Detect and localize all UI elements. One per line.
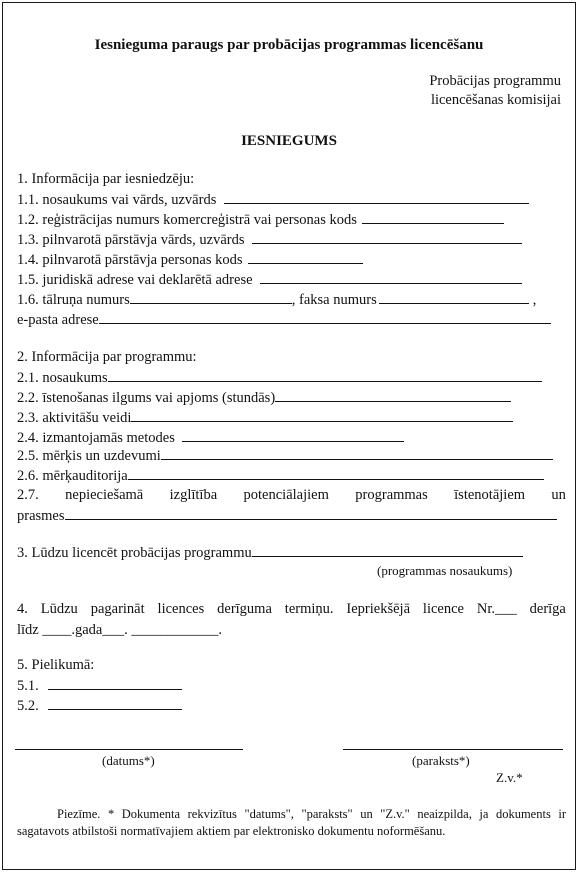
section-1-header: 1. Informācija par iesniedzēju: [17, 171, 195, 187]
field-2-1 [17, 369, 542, 387]
field-2-7-word: īstenotājiem [454, 487, 526, 503]
field-2-6-label: 2.6. mērķauditorija [17, 468, 128, 484]
field-2-2 [17, 389, 511, 407]
signature-caption: (paraksts*) [412, 753, 470, 768]
program-name-caption: (programmas nosaukums) [377, 563, 513, 578]
attachment-5-2-blank [48, 697, 182, 710]
recipient-line-2: licencēšanas komisijai [430, 92, 561, 108]
field-1-6-fax-label: , faksa numurs [291, 292, 377, 308]
field-1-6-phone-blank [130, 291, 292, 304]
field-2-3-label: 2.3. aktivitāšu veidi [17, 410, 132, 426]
section-4-word: Iepriekšējā [346, 601, 411, 617]
stamp-place-label: Z.v.* [496, 770, 523, 785]
section-2-header: 2. Informācija par programmu: [17, 349, 197, 365]
field-2-2-blank [275, 389, 511, 402]
field-2-4-blank [182, 429, 404, 442]
section-4-line-1 [17, 601, 566, 618]
field-1-1-label: 1.1. nosaukums vai vārds, uzvārds [17, 192, 217, 208]
field-2-7-word: potenciālajiem [243, 487, 329, 503]
field-2-4-label: 2.4. izmantojamās metodes [17, 430, 175, 446]
field-1-6-email-blank [99, 311, 551, 324]
section-3 [17, 544, 523, 562]
section-4-word: licence [422, 601, 464, 617]
field-1-4 [17, 251, 363, 269]
field-2-4 [17, 429, 404, 447]
field-1-6-comma: , [532, 292, 537, 308]
field-2-2-label: 2.2. īstenošanas ilgums vai apjoms (stundās) [17, 390, 276, 406]
field-1-6 [17, 291, 536, 309]
field-2-1-label: 2.1. nosaukums [17, 370, 108, 386]
document-title: Iesnieguma paraugs par probācijas programmas licencēšanu [94, 37, 484, 53]
field-1-5-blank [260, 271, 522, 284]
field-2-7-word: nepieciešamā [65, 487, 144, 503]
field-2-7-cont [17, 507, 557, 525]
attachment-5-2 [17, 697, 182, 715]
section-4-word: Nr.___ [476, 601, 517, 617]
field-1-4-blank [248, 251, 363, 264]
section-3-text: 3. Lūdzu licencēt probācijas programmu [17, 545, 252, 561]
field-2-7-word: 2.7. [17, 487, 39, 503]
section-4-word: 4. [17, 601, 28, 617]
field-1-1 [17, 191, 529, 209]
attachment-5-1 [17, 677, 182, 695]
attachment-5-2-label: 5.2. [17, 698, 39, 714]
field-1-6-phone-label: 1.6. tālruņa numurs [17, 292, 130, 308]
attachment-5-1-blank [48, 677, 182, 690]
field-1-3 [17, 231, 522, 249]
field-1-2-label: 1.2. reģistrācijas numurs komercreģistrā vai personas kods [17, 212, 357, 228]
field-2-7 [17, 487, 566, 504]
field-1-4-label: 1.4. pilnvarotā pārstāvja personas kods [17, 252, 243, 268]
field-1-2-blank [362, 211, 504, 224]
section-5-header: 5. Pielikumā: [17, 657, 95, 673]
document-heading: IESNIEGUMS [241, 133, 337, 149]
field-1-2 [17, 211, 504, 229]
section-4-word: derīguma [217, 601, 272, 617]
field-2-7-cont-label: prasmes [17, 508, 65, 524]
field-2-7-word: un [551, 487, 566, 503]
section-4-line-2: līdz ____.gada___. ____________. [17, 622, 222, 638]
field-1-5 [17, 271, 522, 289]
date-signature-line [15, 749, 243, 750]
field-1-3-blank [252, 231, 522, 244]
field-2-3-blank [131, 409, 513, 422]
field-2-5 [17, 447, 553, 465]
section-4-word: Lūdzu [40, 601, 78, 617]
field-1-6-email-label: e-pasta adrese [17, 312, 99, 328]
field-2-5-label: 2.5. mērķis un uzdevumi [17, 448, 161, 464]
section-4-word: derīga [529, 601, 566, 617]
recipient-line-1: Probācijas programmu [429, 73, 561, 89]
field-2-7-word: izglītība [169, 487, 218, 503]
field-1-6-email [17, 311, 551, 329]
field-1-6-fax-blank [379, 291, 529, 304]
date-caption: (datums*) [102, 753, 155, 768]
signature-line [343, 749, 563, 750]
section-4-word: pagarināt [90, 601, 145, 617]
section-3-blank [252, 544, 523, 557]
field-1-5-label: 1.5. juridiskā adrese vai deklarētā adrese [17, 272, 253, 288]
field-2-5-blank [161, 447, 553, 460]
field-2-6 [17, 467, 544, 485]
field-1-3-label: 1.3. pilnvarotā pārstāvja vārds, uzvārds [17, 232, 245, 248]
field-2-3 [17, 409, 513, 427]
field-2-7-word: programmas [355, 487, 428, 503]
field-2-6-blank [128, 467, 544, 480]
attachment-5-1-label: 5.1. [17, 678, 39, 694]
field-2-1-blank [108, 369, 542, 382]
footnote: Piezīme. * Dokumenta rekvizītus "datums", "paraksts" un "Z.v." neaizpilda, ja dokuments ir sagatavots atbilstoši normatīvajiem aktiem par elektronisko dokumentu noformēšanu. [17, 807, 566, 838]
section-4-word: termiņu. [284, 601, 334, 617]
field-1-1-blank [224, 191, 529, 204]
document-page [2, 2, 576, 870]
field-2-7-blank [65, 507, 557, 520]
section-4-word: licences [157, 601, 205, 617]
